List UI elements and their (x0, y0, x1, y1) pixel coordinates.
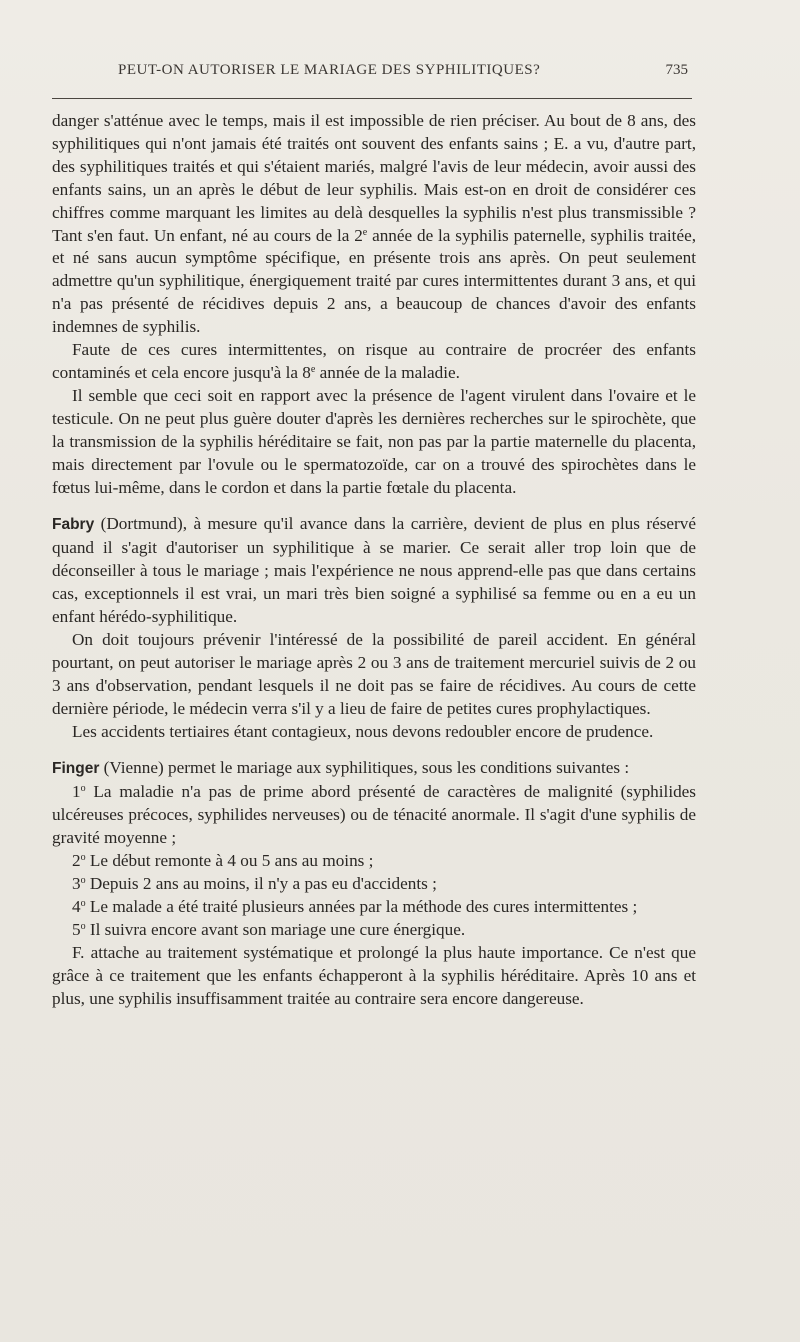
paragraph-continuation: danger s'atténue avec le temps, mais il est impossible de rien préciser. Au bout de 8 ans, des syphilitiques qui n'ont jamais été traités ont souvent des enfants sains ; E. a vu, d'autre part, des syphilitiques traités et qui s'étaient mariés, malgré l'avis de leur médecin, avoir aussi des enfants sains, un an après le début de leur syphilis. Mais est-on en droit de considérer ces chiffres comme marquant les limites au delà desquelles la syphilis n'est plus transmissible ? Tant s'en faut. Un enfant, né au cours de la 2e année de la syphilis paternelle, syphilis traitée, et né sans aucun symptôme spécifique, en présente trois ans après. On peut seulement admettre qu'un syphilitique, énergiquement traité par cures intermittentes durant 3 ans, et qui n'a pas présenté de récidives depuis 2 ans, a beaucoup de chances d'avoir des enfants indemnes de syphilis. (52, 111, 696, 337)
running-title: PEUT-ON AUTORISER LE MARIAGE DES SYPHILITIQUES? (118, 62, 541, 78)
condition-item: 1$^o$ La maladie n'a pas de prime abord présenté de caractères de malignité (syphilides ulcéreuses précoces, syphilides nerveuses) ou de ténacité anormale. Il s'agit d'une syphilis de gravité moyenne ; (52, 782, 696, 848)
author-name-fabry: Fabry (52, 516, 95, 534)
author-name-finger: Finger (52, 760, 100, 778)
page-number: 735 (665, 62, 688, 78)
condition-item: 4$^o$ Le malade a été traité plusieurs années par la méthode des cures intermittentes ; (72, 896, 638, 916)
condition-item: 5$^o$ Il suivra encore avant son mariage une cure énergique. (72, 919, 466, 939)
paragraph-warning: On doit toujours prévenir l'intéressé de la possibilité de pareil accident. En général pourtant, on peut autoriser le mariage après 2 ou 3 ans de traitement mercuriel suivis de 2 ou 3 ans d'observation, pendant lesquels il ne doit pas se faire de récidives. Au cours de cette dernière période, le médecin verra s'il y a lieu de faire de petites cures prophylactiques. (52, 629, 696, 718)
paragraph-tertiary: Les accidents tertiaires étant contagieux, nous devons redoubler encore de prudence. (72, 721, 654, 741)
header-rule (52, 98, 692, 99)
condition-item: 3$^o$ Depuis 2 ans au moins, il n'y a pas eu d'accidents ; (72, 874, 437, 893)
paragraph-spirochete: Il semble que ceci soit en rapport avec la présence de l'agent virulent dans l'ovaire et le testicule. On ne peut plus guère douter d'après les dernières recherches sur le spirochète, que la transmission de la syphilis héréditaire se fait, non pas par la partie maternelle du placenta, mais directement par l'ovule ou le spermatozoïde, car on a trouvé des spirochètes dans le fœtus lui-même, dans le cordon et dans la partie fœtale du placenta. (52, 385, 696, 497)
paragraph-finger: Finger (Vienne) permet le mariage aux syphilitiques, sous les conditions suivantes : (52, 758, 630, 778)
paragraph-intermittent-cures: Faute de ces cures intermittentes, on risque au contraire de procréer des enfants contaminés et cela encore jusqu'à la 8e année de la maladie. (52, 340, 696, 382)
paragraph-conclusion: F. attache au traitement systématique et prolongé la plus haute importance. Ce n'est que grâce à ce traitement que les enfants échapperont à la syphilis héréditaire. Après 10 ans et plus, une syphilis insuffisamment traitée au contraire sera encore dangereuse. (52, 942, 696, 1008)
body-text (52, 110, 696, 1010)
paragraph-fabry: Fabry (Dortmund), à mesure qu'il avance dans la carrière, devient de plus en plus réservé quand il s'agit d'autoriser un syphilitique à se marier. Ce serait aller trop loin que de déconseiller à tous le mariage ; mais l'expérience ne nous apprend-elle pas que dans certains cas, exceptionnels il est vrai, un mari très bien soigné a syphilisé sa femme ou en a eu un enfant hérédo-syphilitique. (52, 514, 696, 627)
condition-item: 2$^o$ Le début remonte à 4 ou 5 ans au moins ; (72, 851, 374, 871)
page-header (52, 58, 692, 88)
